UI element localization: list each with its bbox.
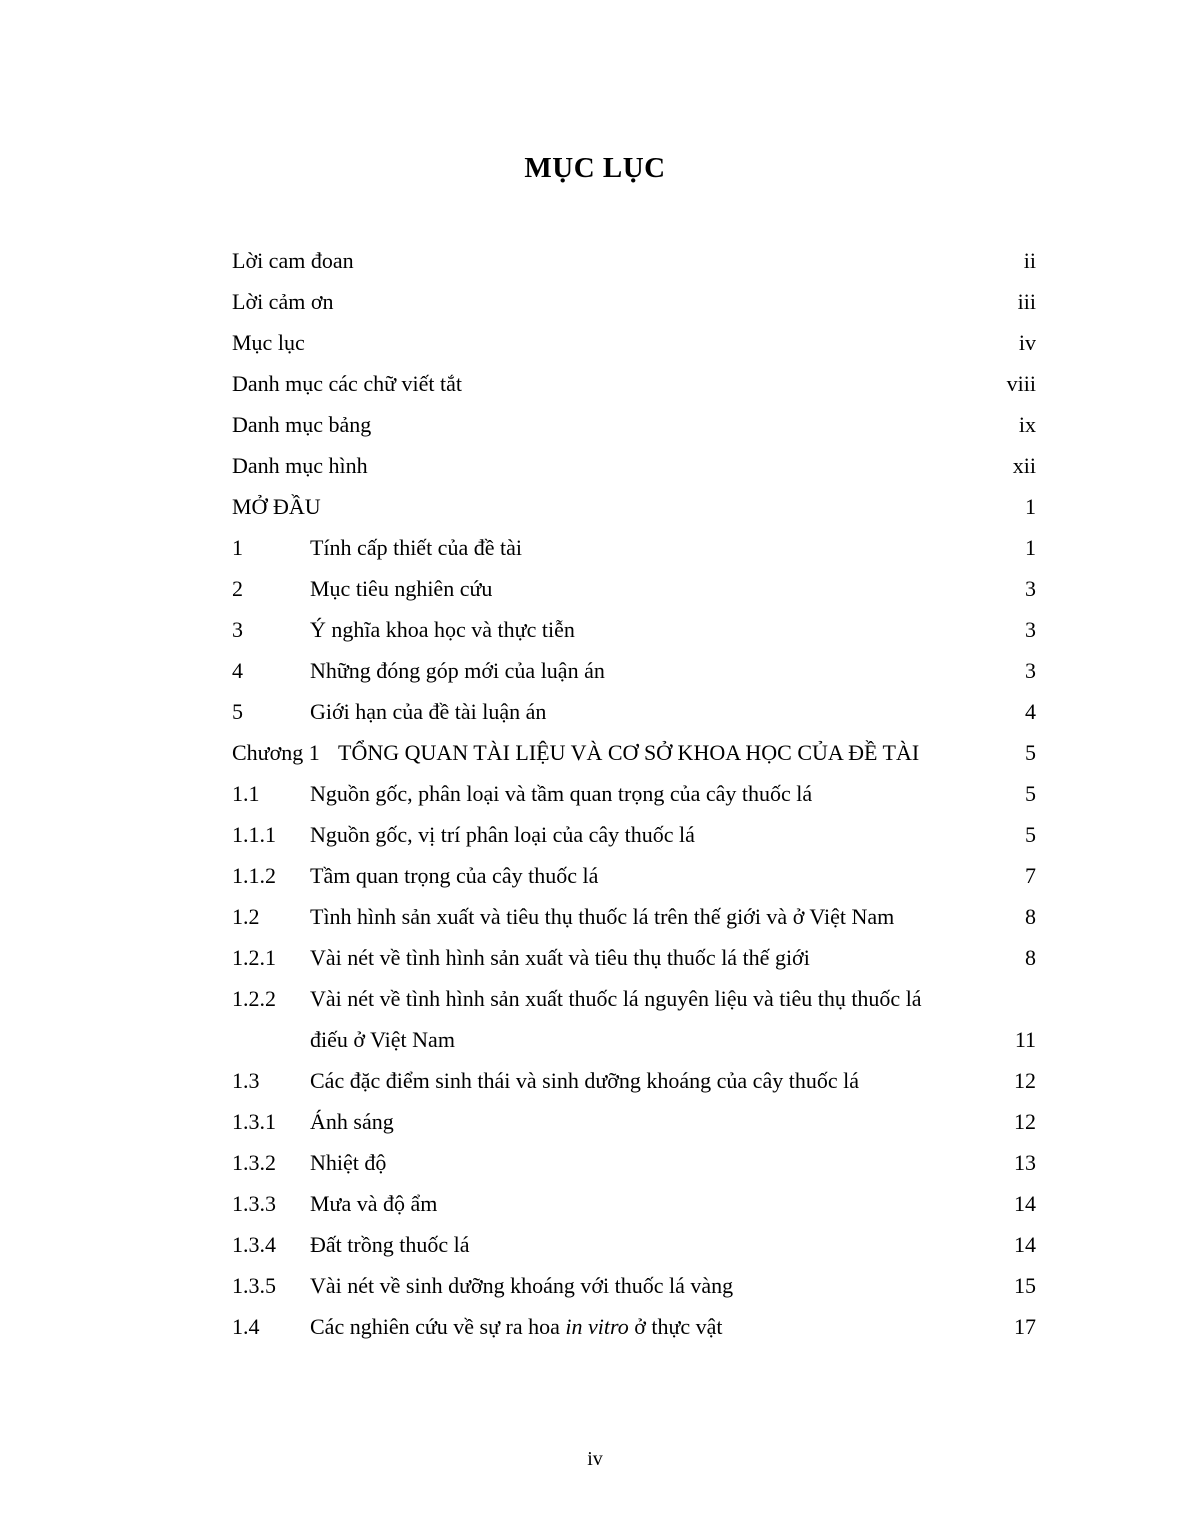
toc-entry — [232, 404, 1036, 445]
toc-entry — [232, 240, 1036, 281]
toc-entry-page: 5 — [1025, 740, 1036, 765]
toc-entry — [232, 937, 1036, 978]
toc-entry-page: ii — [1023, 248, 1036, 273]
toc-entry-text: Ánh sáng — [310, 1109, 394, 1134]
toc-entry — [232, 650, 1036, 691]
toc-entry-page: 1 — [1025, 535, 1036, 560]
toc-entry — [232, 281, 1036, 322]
toc-entry-page: 14 — [1014, 1232, 1036, 1257]
toc-entry-text: Danh mục các chữ viết tắt — [232, 371, 462, 396]
toc-entry-text: Nhiệt độ — [310, 1150, 387, 1175]
toc-entry-number: 4 — [232, 658, 243, 683]
toc-entry — [232, 568, 1036, 609]
toc-entry-number: 3 — [232, 617, 243, 642]
toc-entry-text: Mục tiêu nghiên cứu — [310, 576, 493, 601]
toc-entry — [232, 1224, 1036, 1265]
page-title: MỤC LỤC — [524, 152, 666, 184]
toc-entry-text: Vài nét về sinh dưỡng khoáng với thuốc lá vàng — [310, 1273, 734, 1298]
toc-entry-page: 5 — [1025, 822, 1036, 847]
toc-entry-page: 1 — [1025, 494, 1036, 519]
toc-chapter-number: Chương 1 — [232, 740, 320, 765]
toc-entry-page: 8 — [1025, 945, 1036, 970]
toc-entry-number: 1.4 — [232, 1314, 260, 1339]
toc-entry-number: 1.1.1 — [232, 822, 276, 847]
toc-entry — [232, 896, 1036, 937]
toc-entry-page: viii — [1006, 371, 1036, 396]
toc-entry-text: Lời cảm ơn — [232, 289, 334, 314]
toc-entry — [232, 527, 1036, 568]
toc-entry-text — [310, 1306, 723, 1347]
toc-entry-text: Danh mục hình — [232, 453, 368, 478]
toc-entry-number: 5 — [232, 699, 243, 724]
toc-entry-text: Nguồn gốc, phân loại và tầm quan trọng của cây thuốc lá — [310, 781, 813, 806]
toc-entry-text: Mục lục — [232, 330, 305, 355]
toc-entry-page: 12 — [1014, 1109, 1036, 1134]
toc-entry — [232, 1101, 1036, 1142]
toc-entry — [232, 978, 1036, 1019]
toc-entry-text: Tình hình sản xuất và tiêu thụ thuốc lá trên thế giới và ở Việt Nam — [310, 904, 895, 929]
table-of-contents — [232, 240, 1036, 1347]
toc-entry-text: Tầm quan trọng của cây thuốc lá — [310, 863, 599, 888]
toc-entry — [232, 855, 1036, 896]
toc-entry-text: Giới hạn của đề tài luận án — [310, 699, 547, 724]
toc-entry-page: 17 — [1014, 1314, 1036, 1339]
toc-entry-text: Những đóng góp mới của luận án — [310, 658, 605, 683]
toc-entry-number: 1.3 — [232, 1068, 260, 1093]
toc-entry-number: 1.2.1 — [232, 945, 276, 970]
toc-entry-text: Tính cấp thiết của đề tài — [310, 535, 522, 560]
toc-entry-text: MỞ ĐẦU — [232, 494, 321, 519]
toc-entry-number: 1.1.2 — [232, 863, 276, 888]
toc-entry — [232, 814, 1036, 855]
toc-entry — [232, 691, 1036, 732]
toc-entry-number: 1.3.1 — [232, 1109, 276, 1134]
toc-entry-page: 5 — [1025, 781, 1036, 806]
toc-entry-number: 2 — [232, 576, 243, 601]
toc-entry-number: 1.3.2 — [232, 1150, 276, 1175]
toc-entry-page: 3 — [1025, 658, 1036, 683]
toc-entry-page: xii — [1012, 453, 1036, 478]
toc-entry-number: 1 — [232, 535, 243, 560]
toc-entry-text: Đất trồng thuốc lá — [310, 1232, 470, 1257]
toc-entry — [232, 1183, 1036, 1224]
toc-entry-page: 15 — [1014, 1273, 1036, 1298]
toc-entry-page: 13 — [1014, 1150, 1036, 1175]
toc-entry — [232, 773, 1036, 814]
toc-entry — [232, 322, 1036, 363]
toc-entry — [232, 1060, 1036, 1101]
toc-chapter-entry — [232, 732, 1036, 773]
page-number: iv — [587, 1448, 603, 1470]
toc-entry-page: 8 — [1025, 904, 1036, 929]
toc-entry-page: iv — [1018, 330, 1036, 355]
toc-entry-number: 1.3.5 — [232, 1273, 276, 1298]
toc-entry-text-before: Các nghiên cứu về sự ra hoa — [310, 1314, 566, 1339]
toc-entry-page: 7 — [1025, 863, 1036, 888]
toc-entry-page: 4 — [1025, 699, 1036, 724]
toc-entry-number: 1.3.4 — [232, 1232, 276, 1257]
toc-entry-text: Vài nét về tình hình sản xuất và tiêu thụ thuốc lá thế giới — [310, 945, 810, 970]
toc-entry — [232, 363, 1036, 404]
toc-entry-number: 1.1 — [232, 781, 260, 806]
toc-entry — [232, 1306, 1036, 1347]
toc-entry — [232, 1265, 1036, 1306]
toc-entry — [232, 609, 1036, 650]
toc-entry-page: 12 — [1014, 1068, 1036, 1093]
toc-entry-page: 3 — [1025, 576, 1036, 601]
toc-entry-text-italic: in vitro — [565, 1314, 629, 1339]
toc-entry-page: 3 — [1025, 617, 1036, 642]
toc-entry-text: điếu ở Việt Nam — [310, 1027, 455, 1052]
toc-entry-text: Các đặc điểm sinh thái và sinh dưỡng khoáng của cây thuốc lá — [310, 1068, 859, 1093]
toc-entry-text: Lời cam đoan — [232, 248, 354, 273]
toc-entry-page: 11 — [1014, 1027, 1036, 1052]
toc-entry-number: 1.2.2 — [232, 986, 276, 1011]
toc-entry-text-after: ở thực vật — [628, 1314, 723, 1339]
toc-entry-page: ix — [1018, 412, 1036, 437]
toc-entry — [232, 445, 1036, 486]
toc-entry-text: Danh mục bảng — [232, 412, 372, 437]
toc-entry — [232, 486, 1036, 527]
toc-entry-text: Nguồn gốc, vị trí phân loại của cây thuốc lá — [310, 822, 695, 847]
toc-entry-page: 14 — [1014, 1191, 1036, 1216]
toc-entry-text: Ý nghĩa khoa học và thực tiễn — [310, 617, 575, 642]
toc-entry-text: Mưa và độ ẩm — [310, 1191, 438, 1216]
toc-entry-text: TỔNG QUAN TÀI LIỆU VÀ CƠ SỞ KHOA HỌC CỦA ĐỀ TÀI — [338, 740, 920, 765]
toc-entry-number: 1.2 — [232, 904, 260, 929]
toc-entry-page: iii — [1017, 289, 1036, 314]
toc-entry-continuation — [232, 1019, 1036, 1060]
toc-entry — [232, 1142, 1036, 1183]
toc-entry-number: 1.3.3 — [232, 1191, 276, 1216]
toc-entry-text: Vài nét về tình hình sản xuất thuốc lá nguyên liệu và tiêu thụ thuốc lá — [310, 986, 922, 1011]
